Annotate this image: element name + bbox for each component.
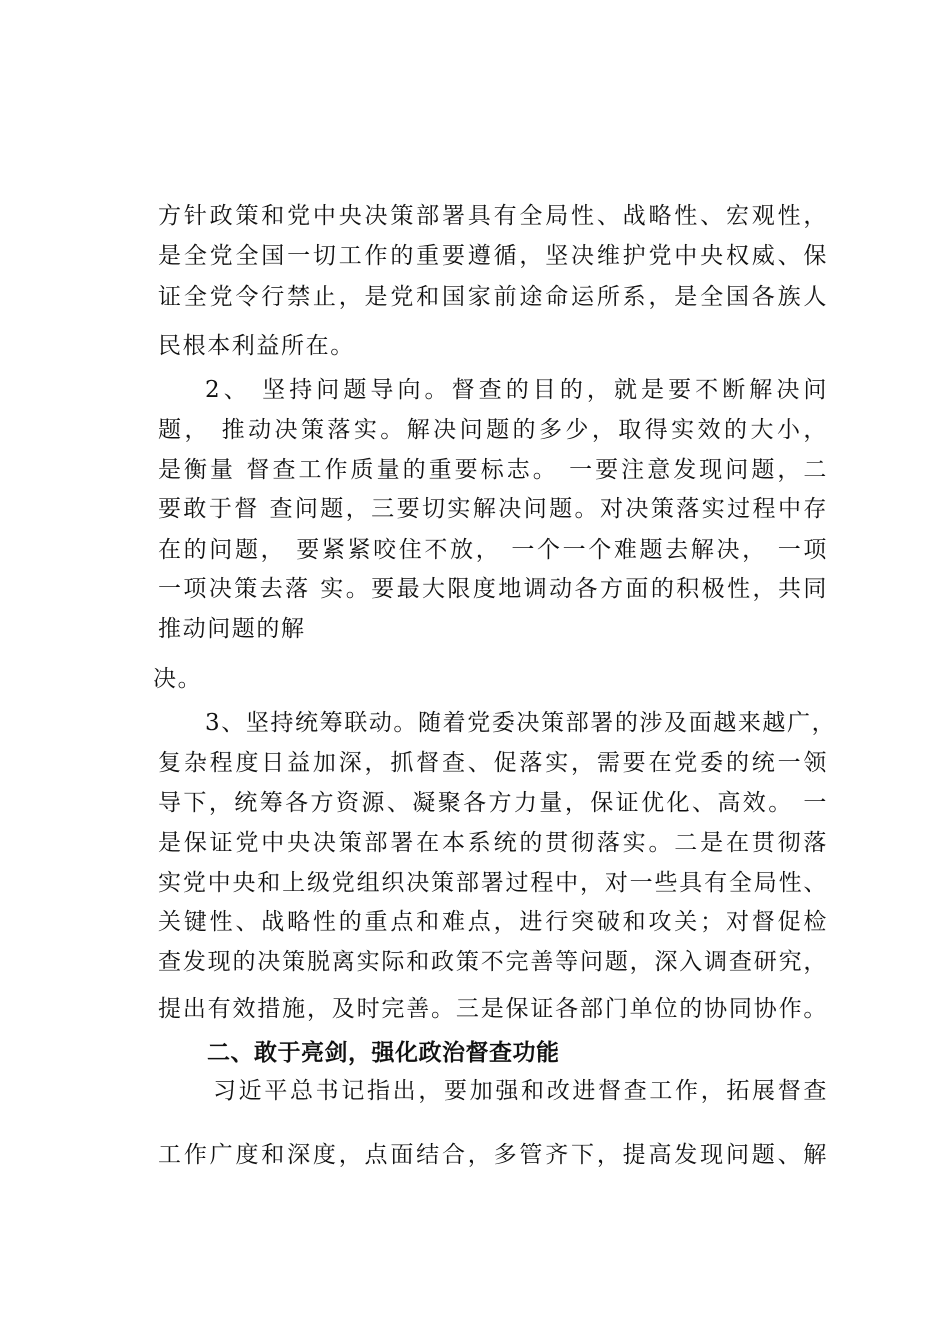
text-line: 要敢于督 查问题，三要切实解决问题。对决策落实过程中存: [158, 496, 828, 522]
text-line: 决。: [153, 666, 203, 692]
text-line: 题， 推动决策落实。解决问题的多少，取得实效的大小，: [158, 417, 828, 443]
text-line: 提出有效措施，及时完善。三是保证各部门单位的协同协作。: [158, 996, 828, 1022]
text-line: 习近平总书记指出，要加强和改进督查工作，拓展督查: [213, 1078, 828, 1104]
text-line: 3、坚持统筹联动。随着党委决策部署的涉及面越来越广，: [205, 710, 837, 736]
text-line: 是衡量 督查工作质量的重要标志。 一要注意发现问题，二: [158, 457, 828, 483]
text-line: 是全党全国一切工作的重要遵循，坚决维护党中央权威、保: [158, 243, 828, 269]
text-line: 实党中央和上级党组织决策部署过程中，对一些具有全局性、: [158, 870, 828, 896]
text-line: 方针政策和党中央决策部署具有全局性、战略性、宏观性，: [158, 203, 828, 229]
text-line: 2、 坚持问题导向。督查的目的，就是要不断解决问: [205, 377, 828, 403]
section-heading: 二、敢于亮剑，强化政治督查功能: [207, 1040, 560, 1066]
text-line: 工作广度和深度，点面结合，多管齐下，提高发现问题、解: [158, 1142, 828, 1168]
text-line: 导下，统筹各方资源、凝聚各方力量，保证优化、高效。 一: [158, 790, 828, 816]
text-line: 是保证党中央决策部署在本系统的贯彻落实。二是在贯彻落: [158, 830, 828, 856]
text-line: 在的问题， 要紧紧咬住不放， 一个一个难题去解决， 一项: [158, 537, 828, 563]
text-line: 证全党令行禁止，是党和国家前途命运所系，是全国各族人: [158, 284, 828, 310]
text-line: 复杂程度日益加深，抓督查、促落实，需要在党委的统一领: [158, 750, 828, 776]
text-line: 推动问题的解: [158, 616, 306, 642]
text-line: 查发现的决策脱离实际和政策不完善等问题，深入调查研究，: [158, 949, 828, 975]
text-line: 一项决策去落 实。要最大限度地调动各方面的积极性，共同: [158, 576, 828, 602]
text-line: 关键性、战略性的重点和难点，进行突破和攻关；对督促检: [158, 909, 828, 935]
text-line: 民根本利益所在。: [158, 333, 355, 359]
